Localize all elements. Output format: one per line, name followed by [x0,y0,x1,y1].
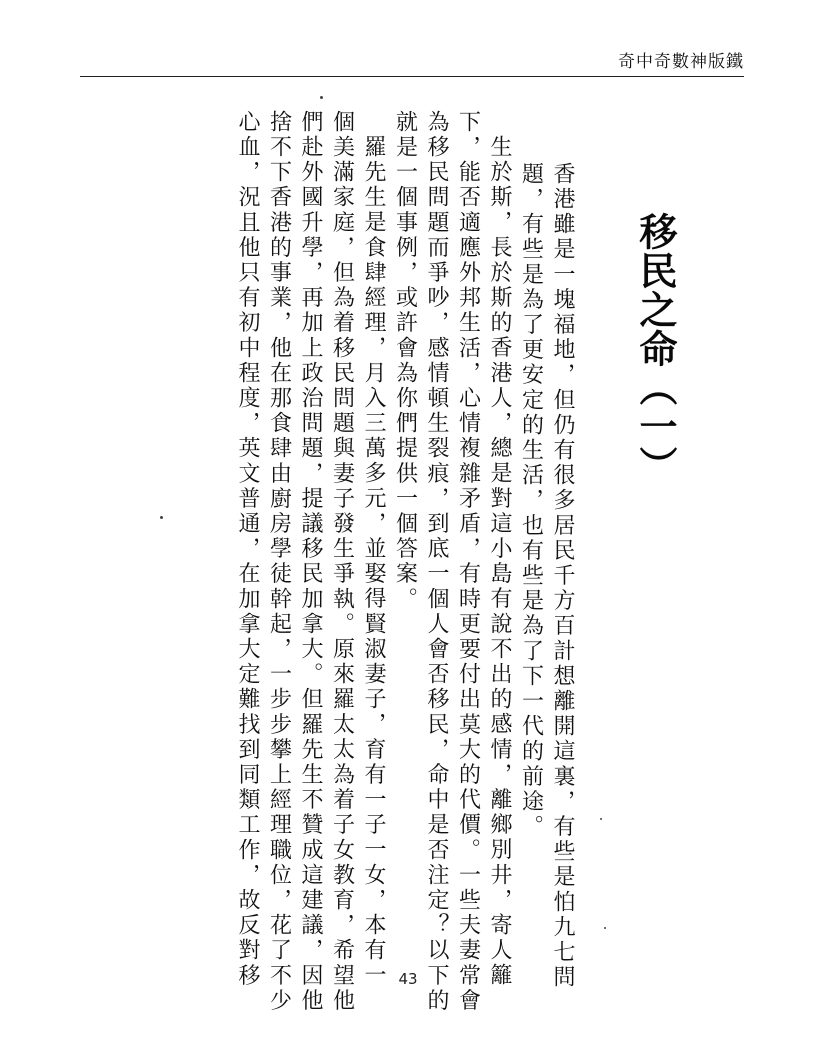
paragraph-3-line-3: 們赴外國升學，再加上政治問題，提議移民加拿大。但羅先生不贊成這建議，因他 [298,110,323,1014]
page-number: 43 [398,970,418,988]
paragraph-1 [515,110,578,991]
paragraph-2-line-4: 就是一個事例，或許會為你們提供一個答案。 [392,110,418,612]
scan-speck [604,927,606,929]
running-header-title: 奇中奇數神版鐵 [618,52,744,72]
paragraph-3-line-4: 捨不下香港的事業，他在那食肆由廚房學徒幹起，一步步攀上經理職位，花了不少 [266,110,292,1014]
paragraph-2-line-3: 為移民問題而爭吵，感情頓生裂痕，到底一個人會否移民，命中是否注定？以下的 [424,110,449,1014]
paragraph-3-line-1: 羅先生是食肆經理，月入三萬多元，並娶得賢淑妻子，育有一子一女，本有一 [361,135,386,989]
scan-speck [320,96,323,99]
paragraph-3-line-5: 心血，況且他只有初中程度，英文普通，在加拿大定難找到同類工作，故反對移 [235,110,260,989]
chapter-title: 移民之命（一） [633,212,677,485]
header-rule [80,76,744,77]
scan-speck [160,516,163,519]
paragraph-1-line-2: 題，有些是為了更安定的生活，也有些是為了下一代的前途。 [518,162,544,840]
paragraph-3-line-2: 個美滿家庭，但為着移民問題與妻子發生爭執。原來羅太太為着子女教育，希望他 [329,110,355,1014]
paragraph-2-line-2: 下，能否適應外邦生活，心情複雜矛盾，有時更要付出莫大的代價。一些夫妻常會 [455,110,481,1014]
scan-speck [600,818,602,820]
paragraph-1-line-1: 香港雖是一塊福地，但仍有很多居民千方百計想離開這裏，有些是怕九七問 [550,162,575,991]
paragraph-2-line-1: 生於斯，長於斯的香港人，總是對這小島有說不出的感情，離鄉別井，寄人籬 [487,135,512,989]
paragraph-3 [232,110,390,1014]
